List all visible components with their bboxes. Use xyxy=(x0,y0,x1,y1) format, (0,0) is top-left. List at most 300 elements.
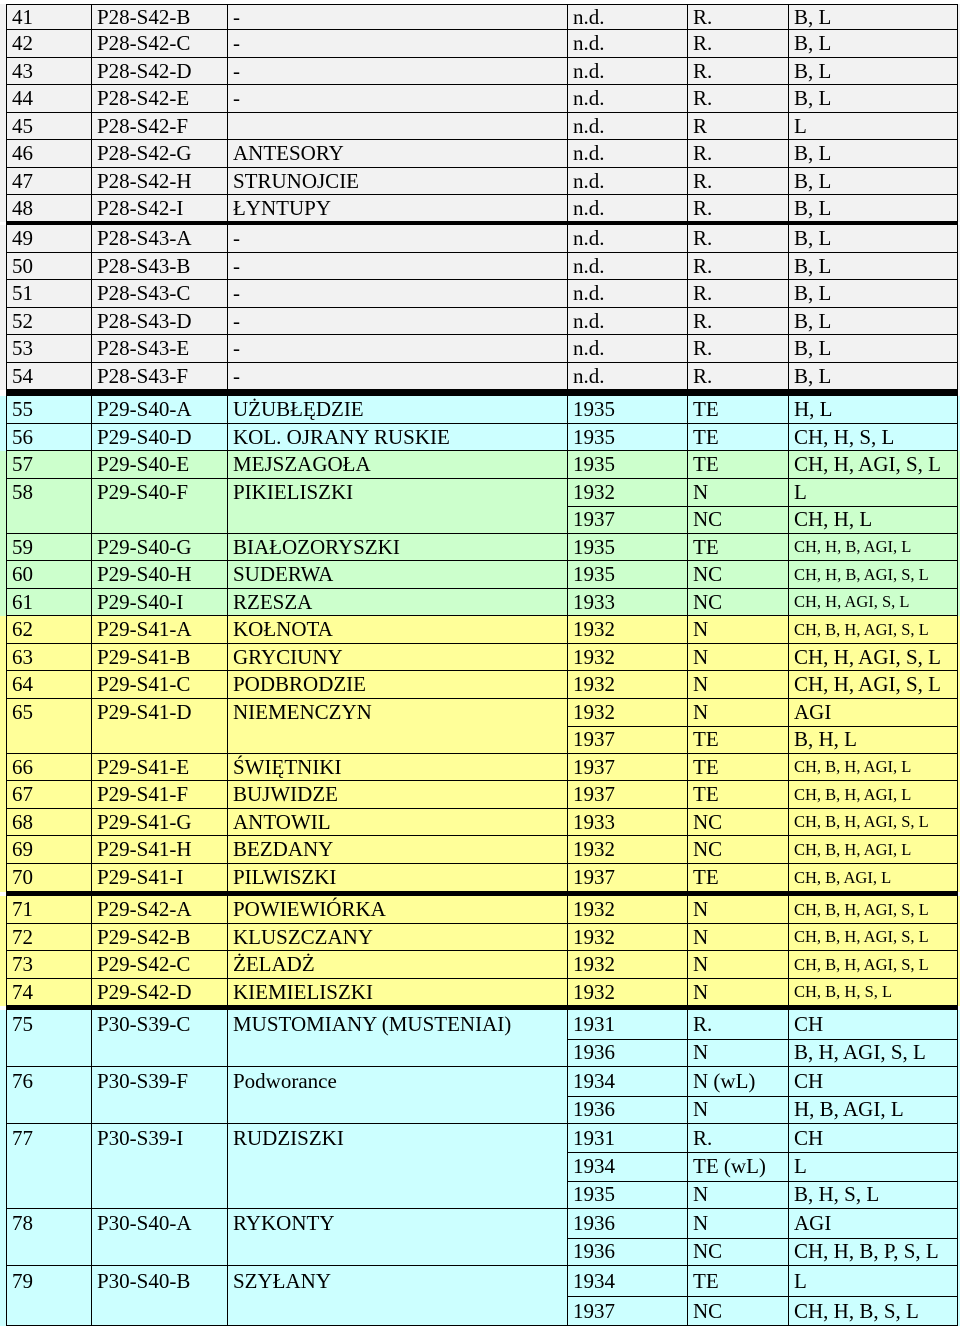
cell-lp: 62 xyxy=(12,617,33,642)
cell-sheet-code: P30-S40-B xyxy=(97,1268,191,1293)
cell-types: B, L xyxy=(794,308,832,333)
column-divider xyxy=(6,4,7,1326)
table-row xyxy=(0,253,960,281)
cell-year: n.d. xyxy=(573,281,605,306)
table-row xyxy=(0,534,960,562)
table-row xyxy=(0,951,960,979)
cell-year: 1935 xyxy=(573,397,615,422)
cell-source: R. xyxy=(693,1125,713,1150)
cell-source: R. xyxy=(693,281,713,306)
cell-year: 1937 xyxy=(573,1298,615,1323)
cell-sheet-code: P29-S42-D xyxy=(97,979,192,1004)
row-divider xyxy=(567,1096,957,1097)
cell-year: 1933 xyxy=(573,589,615,614)
cell-sheet-code: P29-S41-C xyxy=(97,672,191,697)
cell-types: B, L xyxy=(794,226,832,251)
cell-lp: 64 xyxy=(12,672,33,697)
table-row xyxy=(0,280,960,308)
table-row xyxy=(0,864,960,893)
cell-source: N xyxy=(693,924,709,949)
cell-sheet-code: P29-S41-D xyxy=(97,699,192,724)
cell-year: 1933 xyxy=(573,809,615,834)
cell-sheet-code: P30-S39-I xyxy=(97,1125,184,1150)
cell-types: B, L xyxy=(794,196,832,220)
cell-year: 1932 xyxy=(573,617,615,642)
column-divider xyxy=(567,4,568,1326)
cell-year: 1932 xyxy=(573,952,615,977)
cell-source: R. xyxy=(693,141,713,166)
cell-lp: 79 xyxy=(12,1268,33,1293)
cell-year: n.d. xyxy=(573,196,605,220)
cell-source: NC xyxy=(693,1239,723,1264)
cell-year: 1934 xyxy=(573,1068,615,1093)
cell-name: - xyxy=(233,253,240,278)
cell-year: 1932 xyxy=(573,479,615,504)
cell-lp: 60 xyxy=(12,562,33,587)
cell-sheet-code: P29-S41-H xyxy=(97,837,192,862)
cell-source: R. xyxy=(693,196,713,220)
cell-name: MUSTOMIANY (MUSTENIAI) xyxy=(233,1011,512,1036)
cell-sheet-code: P28-S42-I xyxy=(97,196,184,220)
cell-lp: 50 xyxy=(12,253,33,278)
table-row xyxy=(0,924,960,952)
cell-lp: 42 xyxy=(12,31,33,56)
table-row xyxy=(0,113,960,141)
cell-types: CH, H, B, P, S, L xyxy=(794,1239,939,1264)
cell-name: STRUNOJCIE xyxy=(233,168,360,193)
cell-name: RUDZISZKI xyxy=(233,1125,344,1150)
cell-source: TE xyxy=(693,397,719,422)
cell-lp: 49 xyxy=(12,226,33,251)
cell-source: N xyxy=(693,979,709,1004)
cell-name: - xyxy=(233,281,240,306)
cell-sheet-code: P28-S42-B xyxy=(97,4,191,29)
table-row xyxy=(0,979,960,1007)
cell-types: B, L xyxy=(794,58,832,83)
cell-types: B, L xyxy=(794,86,832,111)
cell-sheet-code: P29-S41-I xyxy=(97,865,184,890)
cell-types: B, H, L xyxy=(794,727,857,752)
cell-source: NC xyxy=(693,837,723,862)
cell-types: CH, B, H, AGI, S, L xyxy=(794,927,929,946)
cell-sheet-code: P28-S42-G xyxy=(97,141,192,166)
cell-types: CH, B, H, AGI, S, L xyxy=(794,812,929,831)
cell-name: UŻUBŁĘDZIE xyxy=(233,397,364,422)
cell-year: 1932 xyxy=(573,837,615,862)
cell-source: R. xyxy=(693,1011,713,1036)
cell-lp: 58 xyxy=(12,479,33,504)
row-divider xyxy=(567,1039,957,1040)
cell-sheet-code: P29-S40-H xyxy=(97,562,192,587)
cell-sheet-code: P28-S42-D xyxy=(97,58,192,83)
table-row xyxy=(0,781,960,809)
cell-sheet-code: P29-S41-E xyxy=(97,754,190,779)
cell-name: KOŁNOTA xyxy=(233,617,333,642)
cell-lp: 69 xyxy=(12,837,33,862)
cell-year: 1937 xyxy=(573,727,615,752)
cell-lp: 75 xyxy=(12,1011,33,1036)
cell-year: n.d. xyxy=(573,226,605,251)
cell-types: B, H, AGI, S, L xyxy=(794,1040,926,1065)
cell-types: CH, B, AGI, L xyxy=(794,867,892,887)
cell-year: 1934 xyxy=(573,1268,615,1293)
cell-year: n.d. xyxy=(573,168,605,193)
row-divider xyxy=(567,1296,957,1297)
cell-year: 1937 xyxy=(573,754,615,779)
cell-sheet-code: P28-S43-C xyxy=(97,281,191,306)
column-divider xyxy=(687,4,688,1326)
cell-source: R. xyxy=(693,168,713,193)
cell-types: L xyxy=(794,1153,807,1178)
cell-name: - xyxy=(233,4,240,29)
cell-source: N xyxy=(693,672,709,697)
cell-types: CH, H, B, AGI, L xyxy=(794,537,912,556)
cell-types: B, L xyxy=(794,336,832,361)
cell-year: 1934 xyxy=(573,1153,615,1178)
table-row xyxy=(0,1266,960,1326)
cell-types: CH, H, AGI, S, L xyxy=(794,452,942,477)
cell-sheet-code: P29-S40-E xyxy=(97,452,190,477)
cell-name: MEJSZAGOŁA xyxy=(233,452,371,477)
cell-name: NIEMENCZYN xyxy=(233,699,372,724)
cell-sheet-code: P29-S41-F xyxy=(97,782,189,807)
cell-year: 1932 xyxy=(573,699,615,724)
cell-year: n.d. xyxy=(573,141,605,166)
cell-lp: 70 xyxy=(12,865,33,890)
cell-year: n.d. xyxy=(573,31,605,56)
cell-lp: 52 xyxy=(12,308,33,333)
cell-sheet-code: P28-S42-C xyxy=(97,31,191,56)
cell-sheet-code: P28-S43-B xyxy=(97,253,191,278)
cell-lp: 41 xyxy=(12,4,33,29)
table-row xyxy=(0,1209,960,1266)
cell-name: KIEMIELISZKI xyxy=(233,979,373,1004)
row-divider xyxy=(567,1238,957,1239)
table-row xyxy=(0,225,960,253)
cell-name: BEZDANY xyxy=(233,837,334,862)
cell-name: - xyxy=(233,336,240,361)
cell-lp: 53 xyxy=(12,336,33,361)
cell-name: - xyxy=(233,308,240,333)
cell-source: R. xyxy=(693,308,713,333)
table-row xyxy=(0,644,960,672)
cell-source: R. xyxy=(693,336,713,361)
table-row xyxy=(0,363,960,391)
table-row xyxy=(0,4,960,30)
cell-source: N xyxy=(693,1182,709,1207)
cell-year: 1936 xyxy=(573,1097,615,1122)
cell-source: NC xyxy=(693,1298,723,1323)
cell-source: N xyxy=(693,897,709,922)
cell-types: B, L xyxy=(794,4,832,29)
cell-types: B, L xyxy=(794,168,832,193)
group-separator xyxy=(6,389,957,396)
cell-lp: 72 xyxy=(12,924,33,949)
cell-lp: 78 xyxy=(12,1210,33,1235)
cell-sheet-code: P28-S42-H xyxy=(97,168,192,193)
cell-source: TE xyxy=(693,1268,719,1293)
cell-source: TE xyxy=(693,754,719,779)
cell-source: TE xyxy=(693,865,719,890)
cell-year: 1937 xyxy=(573,782,615,807)
cell-lp: 65 xyxy=(12,699,33,724)
cell-types: B, H, S, L xyxy=(794,1182,880,1207)
cell-source: R. xyxy=(693,86,713,111)
cell-lp: 56 xyxy=(12,424,33,449)
table-row xyxy=(0,1010,960,1067)
cell-types: B, L xyxy=(794,141,832,166)
cell-name: ŁYNTUPY xyxy=(233,196,331,220)
cell-source: N xyxy=(693,699,709,724)
cell-sheet-code: P29-S41-G xyxy=(97,809,192,834)
table-row xyxy=(0,168,960,196)
column-divider xyxy=(957,4,958,1326)
cell-lp: 43 xyxy=(12,58,33,83)
cell-sheet-code: P28-S42-F xyxy=(97,113,189,138)
cell-source: N (wL) xyxy=(693,1068,756,1093)
cell-types: CH, H, L xyxy=(794,507,873,532)
cell-year: 1937 xyxy=(573,507,615,532)
cell-types: CH, B, H, AGI, S, L xyxy=(794,899,929,919)
cell-year: 1935 xyxy=(573,534,615,559)
cell-sheet-code: P29-S41-A xyxy=(97,617,192,642)
cell-year: 1936 xyxy=(573,1239,615,1264)
cell-types: CH, B, H, AGI, L xyxy=(794,839,912,859)
cell-types: AGI xyxy=(794,699,832,724)
cell-source: TE xyxy=(693,452,719,477)
cell-year: n.d. xyxy=(573,58,605,83)
cell-types: CH xyxy=(794,1068,824,1093)
table-row xyxy=(0,1124,960,1209)
table-row xyxy=(0,809,960,837)
row-divider xyxy=(567,726,957,727)
table-row xyxy=(0,1067,960,1124)
table-row xyxy=(0,479,960,534)
cell-types: B, L xyxy=(794,31,832,56)
cell-types: B, L xyxy=(794,363,832,388)
row-divider xyxy=(567,1152,957,1153)
cell-lp: 55 xyxy=(12,397,33,422)
table-row xyxy=(0,195,960,222)
cell-types: H, B, AGI, L xyxy=(794,1097,904,1122)
cell-lp: 67 xyxy=(12,782,33,807)
cell-name: - xyxy=(233,86,240,111)
cell-lp: 51 xyxy=(12,281,33,306)
column-divider xyxy=(788,4,789,1326)
cell-sheet-code: P30-S39-C xyxy=(97,1011,191,1036)
cell-types: L xyxy=(794,1268,807,1293)
cell-name: RZESZA xyxy=(233,589,313,614)
cell-year: 1932 xyxy=(573,644,615,669)
cell-lp: 44 xyxy=(12,86,33,111)
table-row xyxy=(0,671,960,699)
table-row xyxy=(0,561,960,589)
cell-name: KLUSZCZANY xyxy=(233,924,373,949)
cell-source: R. xyxy=(693,4,713,29)
table-row xyxy=(0,58,960,86)
cell-lp: 73 xyxy=(12,952,33,977)
cell-source: TE (wL) xyxy=(693,1153,766,1178)
table-row xyxy=(0,140,960,168)
cell-lp: 66 xyxy=(12,754,33,779)
cell-sheet-code: P30-S39-F xyxy=(97,1068,189,1093)
table-row xyxy=(0,85,960,113)
cell-lp: 76 xyxy=(12,1068,33,1093)
table-row xyxy=(0,396,960,424)
cell-source: TE xyxy=(693,424,719,449)
cell-name: BUJWIDZE xyxy=(233,782,338,807)
table-row xyxy=(0,451,960,479)
cell-source: N xyxy=(693,644,709,669)
cell-types: CH, H, B, AGI, S, L xyxy=(794,564,929,584)
table-row xyxy=(0,616,960,644)
cell-source: R. xyxy=(693,31,713,56)
cell-lp: 77 xyxy=(12,1125,33,1150)
cell-year: 1935 xyxy=(573,1182,615,1207)
cell-types: H, L xyxy=(794,397,833,422)
cell-source: N xyxy=(693,479,709,504)
cell-year: 1932 xyxy=(573,672,615,697)
cell-name: - xyxy=(233,226,240,251)
cell-sheet-code: P29-S40-D xyxy=(97,424,192,449)
cell-types: B, L xyxy=(794,253,832,278)
cell-year: n.d. xyxy=(573,363,605,388)
cell-name: PILWISZKI xyxy=(233,865,337,890)
cell-sheet-code: P29-S40-G xyxy=(97,534,192,559)
cell-sheet-code: P29-S40-A xyxy=(97,397,192,422)
cell-lp: 74 xyxy=(12,979,33,1004)
cell-name: ŻELADŻ xyxy=(233,952,315,977)
cell-name: SZYŁANY xyxy=(233,1268,331,1293)
cell-name: PIKIELISZKI xyxy=(233,479,354,504)
cell-lp: 47 xyxy=(12,168,33,193)
cell-name: KOL. OJRANY RUSKIE xyxy=(233,424,450,449)
cell-source: NC xyxy=(693,589,723,614)
cell-types: CH xyxy=(794,1125,824,1150)
cell-name: SUDERWA xyxy=(233,562,334,587)
cell-types: CH, B, H, AGI, S, L xyxy=(794,954,929,974)
cell-lp: 61 xyxy=(12,589,33,614)
cell-types: CH, H, AGI, S, L xyxy=(794,592,910,611)
cell-year: 1936 xyxy=(573,1040,615,1065)
cell-sheet-code: P30-S40-A xyxy=(97,1210,192,1235)
table-row xyxy=(0,836,960,864)
cell-year: n.d. xyxy=(573,86,605,111)
column-divider xyxy=(227,4,228,1326)
row-divider xyxy=(567,506,957,507)
cell-sheet-code: P29-S42-C xyxy=(97,952,191,977)
cell-source: R. xyxy=(693,363,713,388)
cell-name: - xyxy=(233,363,240,388)
cell-lp: 71 xyxy=(12,897,33,922)
cell-name: ŚWIĘTNIKI xyxy=(233,754,342,779)
cell-types: L xyxy=(794,113,807,138)
cell-source: NC xyxy=(693,562,723,587)
cell-types: CH, B, H, AGI, L xyxy=(794,784,912,804)
cell-source: R xyxy=(693,113,708,138)
cell-types: B, L xyxy=(794,281,832,306)
cell-source: NC xyxy=(693,809,723,834)
cell-source: N xyxy=(693,1040,709,1065)
cell-sheet-code: P29-S41-B xyxy=(97,644,191,669)
cell-year: 1932 xyxy=(573,924,615,949)
cell-types: CH, B, H, AGI, L xyxy=(794,757,912,776)
cell-sheet-code: P28-S43-F xyxy=(97,363,189,388)
row-divider xyxy=(567,1181,957,1182)
cell-source: N xyxy=(693,952,709,977)
cell-types: AGI xyxy=(794,1210,832,1235)
table-row xyxy=(0,424,960,452)
cell-name: ANTESORY xyxy=(233,141,344,166)
cell-sheet-code: P29-S42-A xyxy=(97,897,192,922)
table-row xyxy=(0,896,960,924)
cell-name: BIAŁOZORYSZKI xyxy=(233,534,400,559)
cell-types: CH xyxy=(794,1011,824,1036)
table-row xyxy=(0,589,960,617)
cell-name: POWIEWIÓRKA xyxy=(233,897,386,922)
cell-source: N xyxy=(693,617,709,642)
cell-source: R. xyxy=(693,253,713,278)
row-divider xyxy=(6,1325,957,1326)
table-row xyxy=(0,335,960,363)
table-row xyxy=(0,30,960,58)
cell-name: Podworance xyxy=(233,1068,337,1093)
cell-year: 1932 xyxy=(573,979,615,1004)
cell-types: L xyxy=(794,479,807,504)
cell-year: 1931 xyxy=(573,1011,615,1036)
cell-name: - xyxy=(233,31,240,56)
cell-source: N xyxy=(693,1210,709,1235)
column-divider xyxy=(91,4,92,1326)
cell-source: R. xyxy=(693,226,713,251)
cell-lp: 57 xyxy=(12,452,33,477)
cell-year: n.d. xyxy=(573,308,605,333)
cell-source: TE xyxy=(693,782,719,807)
cell-source: NC xyxy=(693,507,723,532)
cell-year: 1937 xyxy=(573,865,615,890)
cell-year: 1935 xyxy=(573,562,615,587)
cell-name: - xyxy=(233,58,240,83)
cell-year: 1935 xyxy=(573,452,615,477)
cell-year: n.d. xyxy=(573,336,605,361)
table-row xyxy=(0,699,960,754)
table-row xyxy=(0,754,960,782)
cell-name: ANTOWIL xyxy=(233,809,331,834)
cell-lp: 59 xyxy=(12,534,33,559)
cell-year: 1932 xyxy=(573,897,615,922)
cell-lp: 63 xyxy=(12,644,33,669)
cell-lp: 45 xyxy=(12,113,33,138)
cell-types: CH, H, AGI, S, L xyxy=(794,644,942,669)
cell-name xyxy=(227,113,567,141)
cell-types: CH, H, B, S, L xyxy=(794,1298,919,1323)
cell-sheet-code: P29-S42-B xyxy=(97,924,191,949)
cell-name: RYKONTY xyxy=(233,1210,335,1235)
cell-types: CH, B, H, S, L xyxy=(794,982,893,1001)
cell-source: N xyxy=(693,1097,709,1122)
cell-year: n.d. xyxy=(573,253,605,278)
cell-sheet-code: P29-S40-F xyxy=(97,479,189,504)
cell-sheet-code: P28-S43-E xyxy=(97,336,190,361)
cell-year: 1936 xyxy=(573,1210,615,1235)
cell-lp: 54 xyxy=(12,363,33,388)
cell-types: CH, H, S, L xyxy=(794,424,895,449)
cell-types: CH, B, H, AGI, S, L xyxy=(794,619,929,639)
cell-lp: 68 xyxy=(12,809,33,834)
cell-types: CH, H, AGI, S, L xyxy=(794,672,942,697)
cell-lp: 46 xyxy=(12,141,33,166)
cell-year: 1931 xyxy=(573,1125,615,1150)
